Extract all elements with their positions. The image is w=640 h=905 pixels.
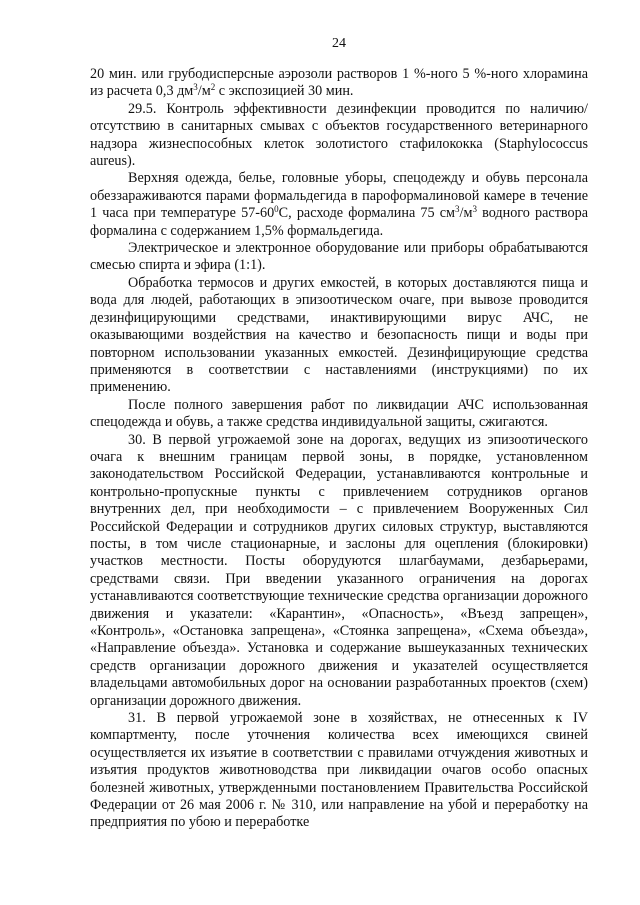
paragraph-text: Электрическое и электронное оборудование или приборы обрабатываются смесью спирта и эфира (1:1). (90, 240, 588, 274)
paragraph-text: После полного завершения работ по ликвидации АЧС использованная спецодежда и обувь, а также средства индивидуальной защиты, сжигаются. (90, 396, 588, 431)
paragraph-p3 (90, 170, 588, 240)
paragraph-text: Верхняя одежда, белье, головные уборы, спецодежду и обувь персонала обеззараживаются парами формальдегида в пароформалиновой камере в течение 1 часа при температуре 57-60 (90, 170, 588, 222)
paragraph-p7 (90, 432, 588, 711)
paragraph-p1 (90, 66, 588, 101)
paragraph-text: 31. В первой угрожаемой зоне в хозяйствах, не отнесенных к IV компартменту, после уточнения количества всех имеющихся свиней осуществляется их изъятие в соответствии с правилами отчуждения животных и изъятия продуктов животноводства при ликвидации очагов особо опасных болезней животных, утвержденными постановлением Правительства Российской Федерации от 26 мая 2006 г. № 310, или направление на убой и переработку на предприятия по убою и переработке (90, 710, 588, 831)
paragraph-p2 (90, 101, 588, 171)
paragraph-text: 30. В первой угрожаемой зоне на дорогах, ведущих из эпизоотического очага к внешним границам первой зоны, в порядке, установленном законодательством Российской Федерации, устанавливаются контрольные и контрольно-пропускные пункты с привлечением сотрудников органов внутренних дел, при необходимости – с привлечением Вооруженных Сил Российской Федерации и сотрудников других силовых структур, выставляются посты, в том числе стационарные, и заслоны для оцепления (блокировки) участков местности. Посты оборудуются шлагбаумами, дезбарьерами, средствами связи. При введении указанного ограничения на дорогах устанавливаются соответствующие технические средства организации дорожного движения и указатели: «Карантин», «Опасность», «Въезд запрещен», «Контроль», «Остановка запрещена», «Стоянка запрещена», «Схема объезда», «Направление объезда». Установка и содержание вышеуказанных технических средств организации дорожного движения и указателей осуществляется владельцами автомобильных дорог на основании разработанных проектов (схем) организации дорожного движения. (90, 431, 588, 709)
paragraph-text: Обработка термосов и других емкостей, в которых доставляются пища и вода для людей, работающих в эпизоотическом очаге, при вывозе проводится дезинфицирующими средствами, инактивирующими вирус АЧС, не оказывающими воздействия на качество и безопасность пищи и воды при повторном использовании указанных емкостей. Дезинфицирующие средства применяются в соответствии с наставлениями (инструкциями) по их применению. (90, 274, 588, 396)
paragraph-text: /м (459, 205, 473, 222)
paragraph-text: С, расходе формалина 75 см (278, 205, 456, 222)
document-body (90, 66, 588, 832)
page-number: 24 (332, 36, 346, 51)
superscript-text: 2 (210, 82, 216, 93)
paragraph-text: 29.5. Контроль эффективности дезинфекции проводится по наличию/отсутствию в санитарных смывах с объектов государственного ветеринарного надзора жизнеспособных клеток золотистого стафилококка (Staphylococcus aureus). (90, 100, 588, 170)
superscript-text: 3 (472, 204, 477, 215)
paragraph-text: с экспозицией 30 мин. (215, 83, 354, 100)
document-page (90, 36, 588, 832)
paragraph-p6 (90, 397, 588, 432)
paragraph-p4 (90, 240, 588, 275)
paragraph-p5 (90, 275, 588, 397)
paragraph-text: 20 мин. или грубодисперсные аэрозоли растворов 1 %-ного 5 %-ного хлорамина из расчета 0,3 дм (90, 66, 588, 100)
superscript-text: 3 (455, 204, 460, 215)
paragraph-text: /м (197, 83, 211, 100)
superscript-text: 3 (193, 82, 198, 93)
paragraph-p8 (90, 710, 588, 832)
superscript-text: 0 (274, 204, 279, 215)
paragraph-text: водного раствора формалина с содержанием 1,5% формальдегида. (90, 205, 588, 239)
